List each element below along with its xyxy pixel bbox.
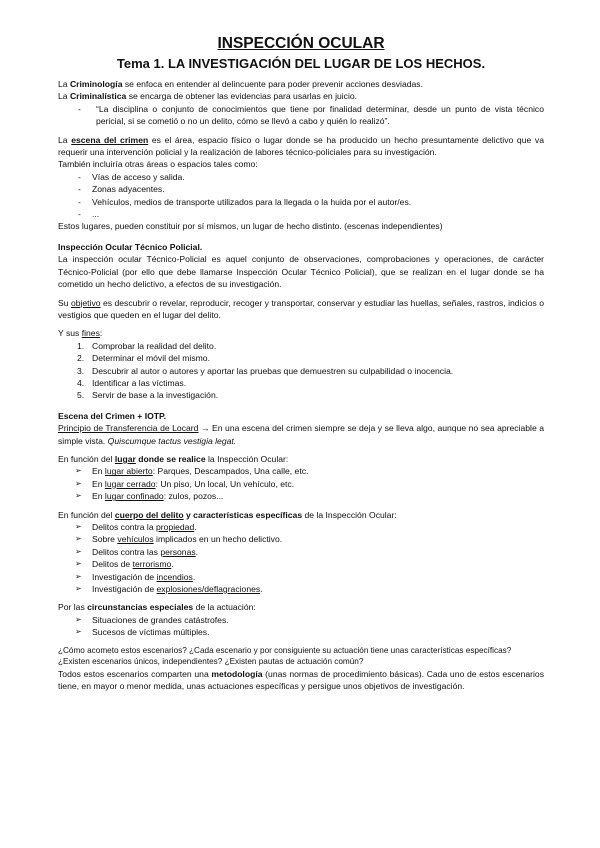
locard-latin: Quiscumque tactus vestigia legat. (107, 435, 237, 446)
criminalistica-line: La Criminalística se encarga de obtener las evidencias para usarlas en juicio. (58, 91, 358, 102)
list-item: - Vehículos, medios de transporte utilizados para la llegada o la huida por el autor/es. (78, 196, 412, 207)
list-item: ➢ Investigación de explosiones/deflagraciones. (75, 584, 263, 595)
methodology-paragraph: Todos estos escenarios comparten una metodología (unas normas de procedimiento básicas). Cada uno de estos escenarios tiene, en mayor o menor medida, unas actuaciones específicas y persigue unos objetivos de investigación. (58, 668, 544, 692)
scene-areas-list (58, 171, 544, 221)
list-item: ➢ Sucesos de víctimas múltiples. (75, 627, 210, 638)
list-item: 4. Identificar a las víctimas. (77, 377, 187, 388)
lugar-list (58, 465, 544, 502)
arrow-bullet-icon: ➢ (75, 546, 82, 556)
list-item: 5. Servir de base a la investigación. (77, 390, 219, 401)
criminologia-line: La Criminología se enfoca en entender al delincuente para poder prevenir acciones desviadas. (58, 79, 423, 89)
scene-also: También incluiría otras áreas o espacios tales como: (58, 159, 258, 170)
fines-list (58, 340, 544, 402)
arrow-bullet-icon: ➢ (75, 522, 82, 531)
arrow-bullet-icon: ➢ (75, 466, 82, 476)
list-item: ➢ Investigación de incendios. (75, 571, 196, 582)
arrow-bullet-icon: ➢ (75, 491, 82, 501)
scene-closing: Estos lugares, pueden constituir por sí mismos, un lugar de hecho distinto. (escenas independientes) (58, 221, 443, 232)
document-subtitle: Tema 1. LA INVESTIGACIÓN DEL LUGAR DE LOS HECHOS. (116, 56, 486, 71)
methodology-term: metodología (211, 668, 263, 679)
lugar-term: lugar (114, 453, 136, 464)
list-item: 3. Descubrir al autor o autores y aportar las pruebas que demuestren su culpabilidad o inocencia. (77, 365, 454, 376)
list-item: ➢ Situaciones de grandes catástrofes. (75, 614, 229, 625)
locard-principle: Principio de Transferencia de Locard → En una escena del crimen siempre se deja y se lleva algo, aunque no sea apreciable a simple vista. Quiscumque tactus vestigia legat. (58, 423, 545, 446)
arrow-bullet-icon: ➢ (75, 534, 82, 544)
cuerpo-list (58, 521, 544, 595)
document-title: INSPECCIÓN OCULAR (217, 35, 385, 52)
iotp-definition: La inspección ocular Técnico-Policial es aquel conjunto de observaciones, comprobaciones y operaciones, de carácter Técnico-Policial (por ello que debe llamarse Inspección Ocular Técnico Policial), que se realizan en el lugar donde se ha cometido un hecho delictivo, a efectos de su investigación. (58, 254, 544, 290)
circunstancias-intro: Por las circunstancias especiales de la actuación: (58, 602, 256, 613)
fines-term: fines (81, 328, 100, 339)
list-item: ➢ En lugar abierto: Parques, Descampados, Una calle, etc. (75, 466, 309, 477)
arrow-bullet-icon: ➢ (75, 571, 82, 581)
iotp-heading: Inspección Ocular Técnico Policial. (58, 241, 203, 252)
list-item: ➢ Sobre vehículos implicados en un hecho delictivo. (75, 534, 283, 545)
circunstancias-list (58, 614, 544, 639)
circunstancias-term: circunstancias especiales (87, 602, 194, 613)
list-item: ➢ Delitos contra las personas. (75, 546, 199, 557)
definition-quote: - “La disciplina o conjunto de conocimientos que tiene por finalidad determinar, desde un punto de vista técnico pericial, si se cometió o no un delito, cómo se llevó a cabo y quién lo realizó”. (78, 103, 544, 127)
scene-definition: La escena del crimen es el área, espacio físico o lugar donde se ha producido un hecho presuntamente delictivo que va requerir una intervención policial y la realización de labores técnico-policiales para su investigación. (58, 134, 544, 158)
escena-heading: Escena del Crimen + IOTP. (58, 410, 167, 421)
list-item: - Zonas adyacentes. (78, 184, 165, 195)
iotp-fines-intro: Y sus fines: (58, 328, 103, 339)
criminalistica-term: Criminalística (69, 91, 127, 102)
list-item: ➢ Delitos contra la propiedad. (75, 522, 197, 532)
list-item: 1. Comprobar la realidad del delito. (77, 340, 217, 351)
cuerpo-term: cuerpo del delito (114, 509, 184, 520)
list-item: - ... (78, 209, 100, 220)
arrow-bullet-icon: ➢ (75, 627, 82, 637)
question-line-2: ¿Existen escenarios únicos, independientes? ¿Existen pautas de actuación común? (58, 657, 364, 667)
definition-quote-list (58, 103, 544, 128)
list-item: - Vías de acceso y salida. (78, 171, 185, 182)
lugar-intro: En función del lugar donde se realice la Inspección Ocular: (58, 453, 289, 464)
arrow-bullet-icon: ➢ (75, 614, 82, 624)
criminologia-term: Criminología (69, 79, 123, 89)
cuerpo-intro: En función del cuerpo del delito y características específicas de la Inspección Ocular: (58, 509, 397, 520)
list-item: 2. Determinar el móvil del mismo. (77, 353, 210, 364)
question-line-1: ¿Cómo acometo estos escenarios? ¿Cada escenario y por consiguiente su actuación tiene unas características específicas? (58, 645, 512, 655)
list-item: ➢ En lugar confinado: zulos, pozos... (75, 491, 224, 502)
locard-term: Principio de Transferencia de Locard (58, 423, 199, 434)
scene-term: escena del crimen (71, 134, 149, 145)
document-page (58, 34, 544, 692)
arrow-bullet-icon: ➢ (75, 559, 82, 569)
objective-term: objetivo (70, 297, 101, 308)
iotp-objective: Su objetivo es descubrir o revelar, reproducir, recoger y transportar, conservar y estudiar las huellas, señales, rastros, indicios o vestigios que queden en el lugar del delito. (58, 297, 544, 320)
arrow-bullet-icon: ➢ (75, 584, 82, 594)
list-item: ➢ En lugar cerrado: Un piso, Un local, Un vehículo, etc. (75, 478, 295, 489)
list-item: ➢ Delitos de terrorismo. (75, 559, 174, 570)
arrow-bullet-icon: ➢ (75, 478, 82, 488)
